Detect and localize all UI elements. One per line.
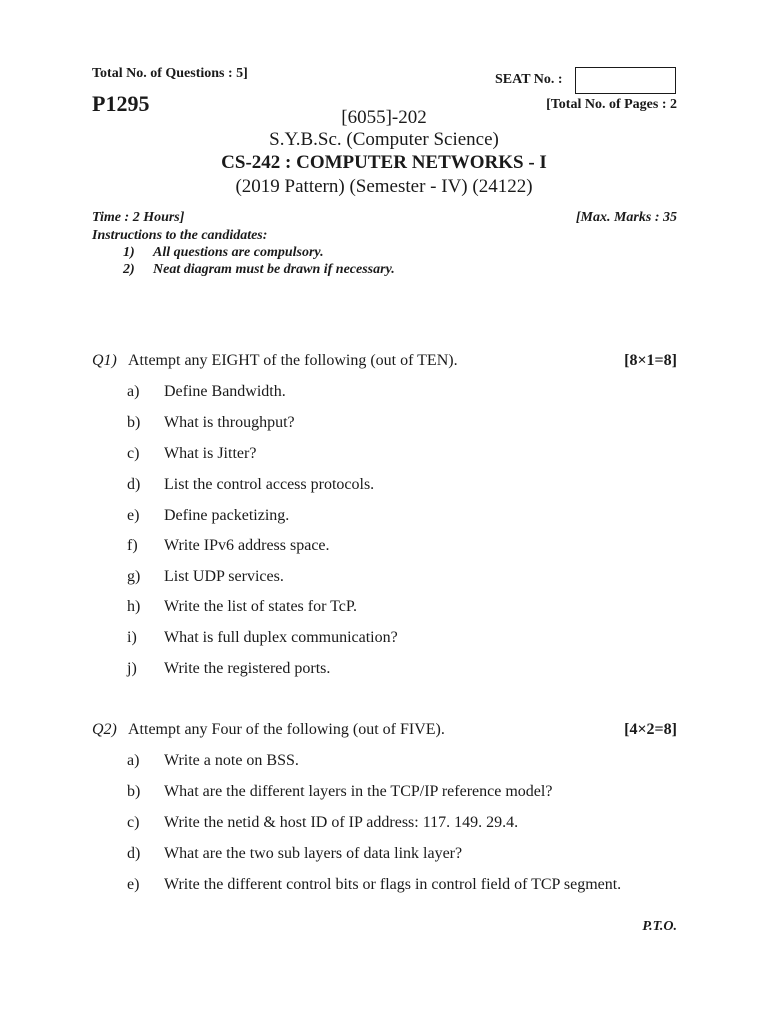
instruction-number: 2) (123, 262, 135, 277)
item-label: a) (127, 383, 140, 400)
item-text: What is Jitter? (164, 445, 257, 462)
item-text: What are the different layers in the TCP/IP reference model? (164, 783, 553, 800)
item-label: e) (127, 507, 140, 524)
item-label: b) (127, 414, 141, 431)
item-text: Define Bandwidth. (164, 383, 286, 400)
exam-code: [6055]-202 (341, 107, 427, 128)
instructions-title: Instructions to the candidates: (92, 228, 268, 243)
please-turn-over: P.T.O. (642, 919, 677, 934)
course-title: S.Y.B.Sc. (Computer Science) (269, 129, 499, 150)
seat-number-box (575, 67, 676, 94)
item-text: Write a note on BSS. (164, 752, 299, 769)
question-number: Q1) (92, 352, 117, 369)
item-text: What is throughput? (164, 414, 295, 431)
item-label: e) (127, 876, 140, 893)
item-text: Write the list of states for TcP. (164, 598, 358, 615)
question-text: Attempt any Four of the following (out of FIVE). (128, 721, 445, 738)
item-text: Write IPv6 address space. (164, 537, 330, 554)
item-text: Write the netid & host ID of IP address: 117. 149. 29.4. (164, 814, 519, 831)
pattern-line: (2019 Pattern) (Semester - IV) (24122) (235, 176, 533, 197)
paper-code: P1295 (92, 91, 150, 116)
exam-time: Time : 2 Hours] (92, 210, 185, 225)
item-text: Write the different control bits or flags in control field of TCP segment. (164, 876, 622, 893)
question-number: Q2) (92, 721, 117, 738)
question-marks: [8×1=8] (624, 352, 677, 369)
question-text: Attempt any EIGHT of the following (out of TEN). (128, 352, 458, 369)
total-pages: [Total No. of Pages : 2 (546, 97, 677, 112)
instruction-text: All questions are compulsory. (153, 245, 324, 260)
item-label: f) (127, 537, 138, 554)
item-label: i) (127, 629, 137, 646)
item-label: b) (127, 783, 141, 800)
item-label: d) (127, 845, 141, 862)
item-label: c) (127, 445, 140, 462)
question-marks: [4×2=8] (624, 721, 677, 738)
item-label: d) (127, 476, 141, 493)
item-label: c) (127, 814, 140, 831)
item-text: What is full duplex communication? (164, 629, 398, 646)
item-text: List UDP services. (164, 568, 284, 585)
item-text: List the control access protocols. (164, 476, 375, 493)
seat-number-label: SEAT No. : (495, 72, 563, 87)
item-label: j) (127, 660, 137, 677)
instruction-text: Neat diagram must be drawn if necessary. (153, 262, 395, 277)
item-text: Write the registered ports. (164, 660, 331, 677)
max-marks: [Max. Marks : 35 (575, 210, 677, 225)
subject-title: CS-242 : COMPUTER NETWORKS - I (221, 152, 547, 173)
instruction-number: 1) (123, 245, 135, 260)
item-label: a) (127, 752, 140, 769)
item-text: What are the two sub layers of data link layer? (164, 845, 463, 862)
item-text: Define packetizing. (164, 507, 290, 524)
item-label: g) (127, 568, 141, 585)
item-label: h) (127, 598, 141, 615)
total-questions: Total No. of Questions : 5] (92, 66, 248, 81)
